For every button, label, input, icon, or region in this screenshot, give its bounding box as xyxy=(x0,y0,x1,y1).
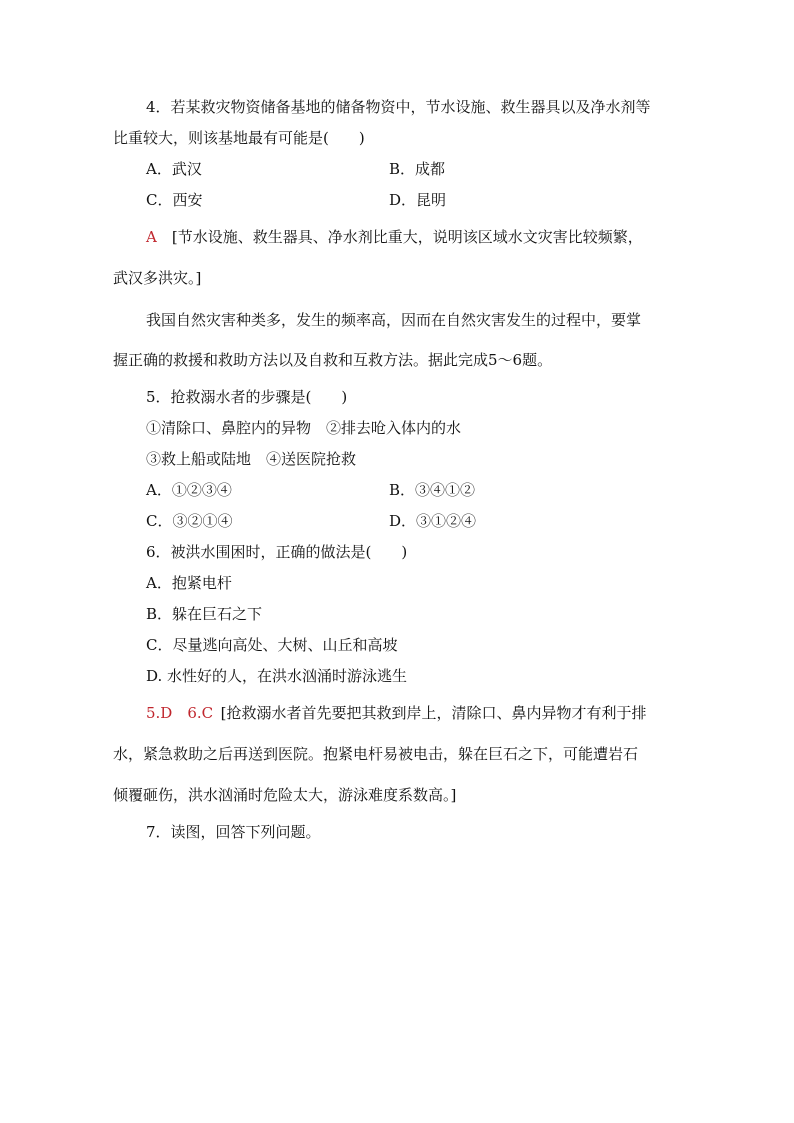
q5-steps-line2: ③救上船或陆地 ④送医院抢救 xyxy=(146,450,357,468)
intro-line2: 握正确的救援和救助方法以及自救和互救方法。据此完成5～6题。 xyxy=(113,351,553,369)
answer56-explanation: [抢救溺水者首先要把其救到岸上，清除口、鼻内异物才有利于排 xyxy=(220,704,647,722)
q4-answer-line2: 武汉多洪灾。] xyxy=(113,269,202,287)
intro-line1: 我国自然灾害种类多，发生的频率高，因而在自然灾害发生的过程中，要掌 xyxy=(146,311,642,329)
q4-option-a: A．武汉 xyxy=(146,160,202,178)
q4-answer-explanation: [节水设施、救生器具、净水剂比重大，说明该区域水文灾害比较频繁， xyxy=(171,228,643,246)
q4-answer-line1 xyxy=(146,227,643,247)
q5-option-c: C．③②①④ xyxy=(146,512,233,530)
q5-option-d: D．③①②④ xyxy=(389,512,477,530)
q4-option-d: D．昆明 xyxy=(389,191,447,209)
q5-steps-line1: ①清除口、鼻腔内的异物 ②排去呛入体内的水 xyxy=(146,419,462,437)
q4-option-b: B．成都 xyxy=(389,160,446,178)
q7-stem: 7．读图，回答下列问题。 xyxy=(146,823,321,841)
q4-option-c: C．西安 xyxy=(146,191,203,209)
q6-option-d: D. 水性好的人，在洪水汹涌时游泳逃生 xyxy=(146,667,408,685)
answer56-line3: 倾覆砸伤，洪水汹涌时危险太大，游泳难度系数高。] xyxy=(113,786,457,804)
q5-option-a: A．①②③④ xyxy=(146,481,232,499)
q6-option-b: B．躲在巨石之下 xyxy=(146,605,263,623)
answer56-line2: 水，紧急救助之后再送到医院。抱紧电杆易被电击，躲在巨石之下，可能遭岩石 xyxy=(113,745,639,763)
q6-stem: 6．被洪水围困时，正确的做法是( ) xyxy=(146,543,408,561)
answer56-key: 5.D 6.C xyxy=(146,704,214,722)
q4-stem-line1: 4．若某救灾物资储备基地的储备物资中，节水设施、救生器具以及净水剂等 xyxy=(146,98,651,116)
q6-option-c: C．尽量逃向高处、大树、山丘和高坡 xyxy=(146,636,398,654)
q5-stem: 5．抢救溺水者的步骤是( ) xyxy=(146,388,348,406)
q6-option-a: A．抱紧电杆 xyxy=(146,574,232,592)
q4-answer-key: A xyxy=(146,228,157,246)
answer56-line1 xyxy=(146,703,647,723)
q4-stem-line2: 比重较大，则该基地最有可能是( ) xyxy=(113,129,365,147)
q5-option-b: B．③④①② xyxy=(389,481,476,499)
